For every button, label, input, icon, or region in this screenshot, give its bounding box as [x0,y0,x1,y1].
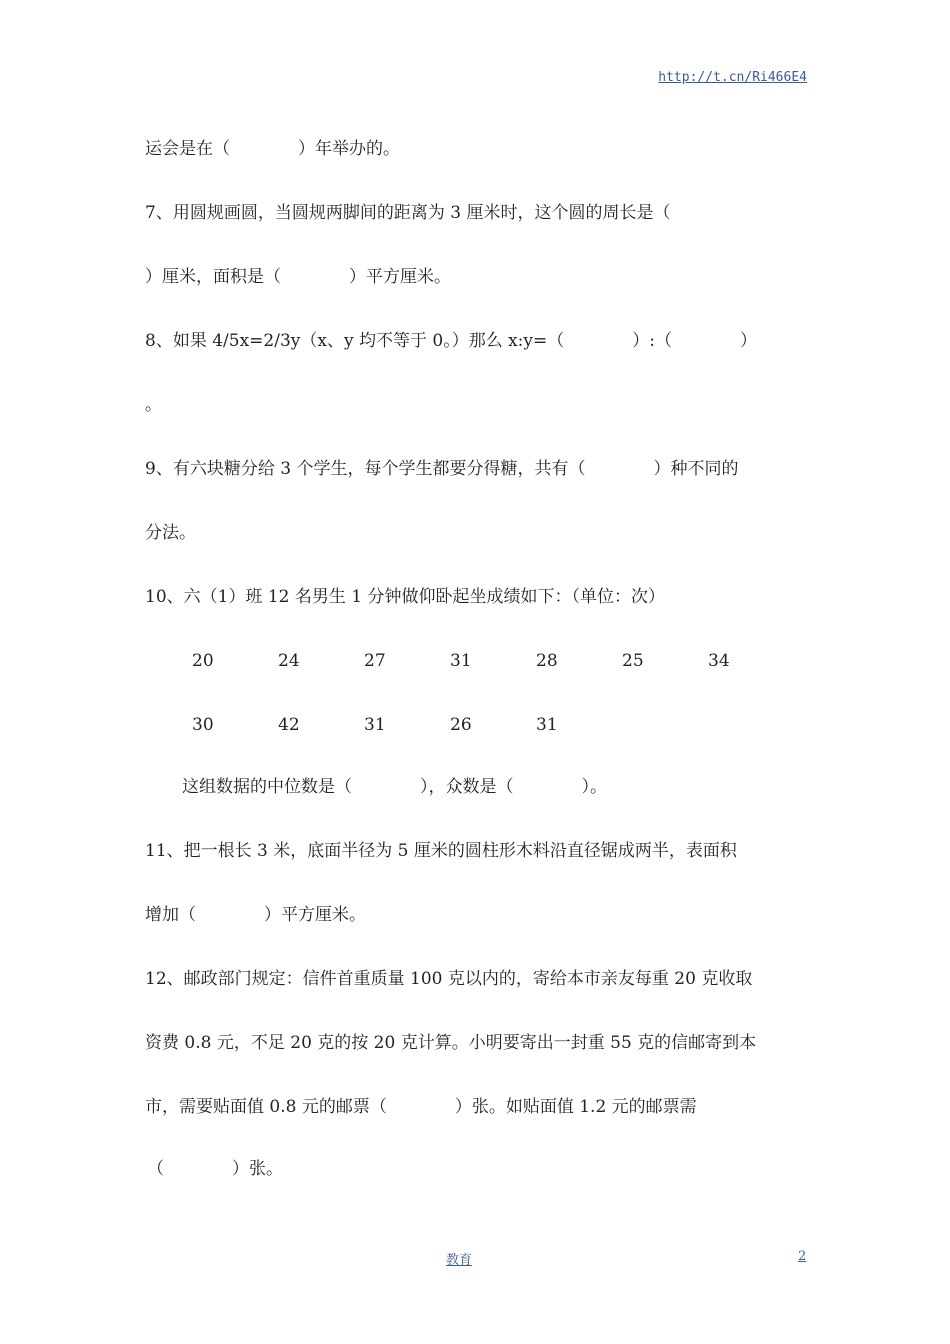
header-url-link[interactable]: http://t.cn/Ri466E4 [658,70,807,85]
data-value: 42 [278,715,300,735]
question-8-line1: 8、如果 4/5x=2/3y（x、y 均不等于 0。）那么 x:y=（ ）:（ ） [145,331,757,351]
question-12-line2: 资费 0.8 元，不足 20 克的按 20 克计算。小明要寄出一封重 55 克的信邮寄到本 [145,1033,757,1053]
data-value: 24 [278,651,300,671]
text-line: 运会是在（ ）年举办的。 [145,139,400,159]
data-value: 31 [536,715,558,735]
question-10-line1: 10、六（1）班 12 名男生 1 分钟做仰卧起坐成绩如下：（单位：次） [145,587,666,607]
question-7-line2: ）厘米，面积是（ ）平方厘米。 [145,267,451,287]
footer-link[interactable]: 教育 [446,1253,473,1268]
question-12-line1: 12、邮政部门规定：信件首重质量 100 克以内的，寄给本市亲友每重 20 克收取 [145,969,753,989]
question-9-line2: 分法。 [145,523,196,543]
question-11-line2: 增加（ ）平方厘米。 [145,905,366,925]
data-value: 31 [364,715,386,735]
question-12-line4: （ ）张。 [147,1159,283,1179]
page-number[interactable]: 2 [798,1249,807,1264]
question-9-line1: 9、有六块糖分给 3 个学生，每个学生都要分得糖，共有（ ）种不同的 [145,459,739,479]
data-value: 27 [364,651,386,671]
data-value: 28 [536,651,558,671]
data-value: 31 [450,651,472,671]
question-10-answer-line: 这组数据的中位数是（ ），众数是（ ）。 [182,777,607,797]
data-value: 26 [450,715,472,735]
question-7-line1: 7、用圆规画圆，当圆规两脚间的距离为 3 厘米时，这个圆的周长是（ [145,203,671,223]
question-11-line1: 11、把一根长 3 米，底面半径为 5 厘米的圆柱形木料沿直径锯成两半，表面积 [145,841,737,861]
question-12-line3: 市，需要贴面值 0.8 元的邮票（ ）张。如贴面值 1.2 元的邮票需 [145,1097,697,1117]
data-value: 20 [192,651,214,671]
data-value: 25 [622,651,644,671]
data-value: 30 [192,715,214,735]
question-8-line2: 。 [145,395,162,415]
data-value: 34 [708,651,730,671]
